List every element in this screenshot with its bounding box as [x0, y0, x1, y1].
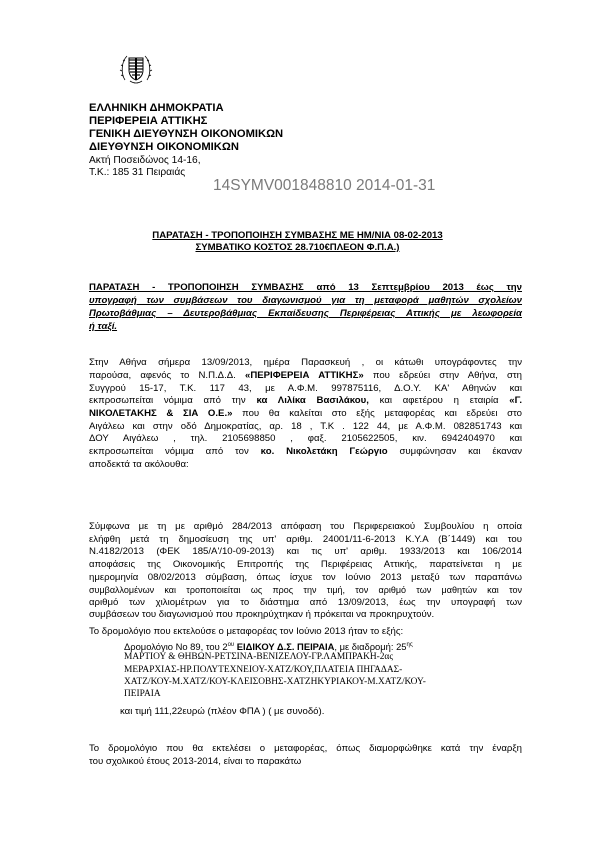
- para2-line-7: αριθμό των χιλιομέτρων για το διάστημα από 13/09/2013, έως την υπογραφή των: [89, 597, 522, 608]
- greek-republic-emblem-icon: [119, 50, 153, 86]
- header-line-region: ΠΕΡΙΦΕΡΕΙΑ ΑΤΤΙΚΗΣ: [89, 115, 208, 127]
- route-line-3: ΜΕΡΑΡΧΙΑΣ-ΗΡ.ΠΟΛΥΤΕΧΝΕΙΟΥ-ΧΑΤΖ/ΚΟΥ,ΠΛΑΤΕΙΑ ΠΗΓΑΔΑΣ-: [124, 665, 403, 675]
- route-price: και τιμή 111,22ευρώ (πλέον ΦΠΑ ) ( με συνοδό).: [120, 706, 325, 717]
- para2-line-2: ελήφθη μετά τη δημοσίευση της υπ' αριθμ. 24001/11-6-2013 Κ.Υ.Α (Β΄1449) και του: [89, 534, 522, 545]
- para2-line-4: αποφάσεις της Οικονομικής Επιτροπής της Περιφέρειας Αττικής, παρατείνεται η με: [89, 559, 522, 570]
- subject-line-3: Πρωτοβάθμιας – Δευτεροβάθμιας Εκπαίδευσης Περιφέρειας Αττικής με λεωφορεία: [89, 308, 522, 319]
- subject-line-1: ΠΑΡΑΤΑΣΗ - ΤΡΟΠΟΠΟΙΗΣΗ ΣΥΜΒΑΣΗΣ από 13 Σεπτεμβρίου 2013 έως την: [89, 282, 522, 293]
- para1-line-7: ΔΟΥ Αιγάλεω , τηλ. 2105698850 , φαξ. 2105622505, κιν. 6942404970 και: [89, 433, 522, 444]
- para1-line-8: εκπροσωπείται νόμιμα από τον κο. Νικολετάκη Γεώργιο συμφώνησαν και έκαναν: [89, 446, 522, 457]
- para1-line-6: Αιγάλεω και στην οδό Δημοκρατίας, αρ. 18 , Τ.Κ . 122 44, με Α.Φ.Μ. 082851743 και: [89, 421, 522, 432]
- route-line-2: ΜΑΡΤΙΟΥ & ΘΗΒΩΝ-ΡΕΤΣΙΝΑ-ΒΕΝΙΖΕΛΟΥ-ΓΡ.ΛΑΜΠΡΑΚΗ-2ας: [124, 652, 394, 662]
- header-line-general-directorate: ΓΕΝΙΚΗ ΔΙΕΥΘΥΝΣΗ ΟΙΚΟΝΟΜΙΚΩΝ: [89, 128, 284, 140]
- address-street: Ακτή Ποσειδώνος 14-16,: [89, 155, 201, 166]
- ada-code-stamp: 14SYMV001848810 2014-01-31: [213, 177, 436, 194]
- subject-line-4: ή ταξί.: [89, 321, 118, 332]
- header-line-republic: ΕΛΛΗΝΙΚΗ ΔΗΜΟΚΡΑΤΙΑ: [89, 102, 224, 114]
- para1-line-9: αποδεκτά τα ακόλουθα:: [89, 459, 189, 470]
- para1-line-4: εκπροσωπείται νόμιμα από την κα Λιλίκα Βασιλάκου, και αφετέρου η εταιρία «Γ.: [89, 395, 522, 406]
- address-postal: Τ.Κ.: 185 31 Πειραιάς: [89, 167, 186, 178]
- document-title: ΠΑΡΑΤΑΣΗ - ΤΡΟΠΟΠΟΙΗΣΗ ΣΥΜΒΑΣΗΣ ΜΕ ΗΜ/ΝΙΑ 08-02-2013: [152, 230, 443, 241]
- para4-line-2: του σχολικού έτους 2013-2014, είναι το παρακάτω: [89, 756, 302, 767]
- para2-line-1: Σύμφωνα με τη με αριθμό 284/2013 απόφαση του Περιφερειακού Συμβουλίου η οποία: [89, 521, 522, 532]
- para2-line-3: Ν.4182/2013 (ΦΕΚ 185/Α'/10-09-2013) και τις υπ' αριθμ. 1933/2013 και 106/2014: [89, 546, 522, 557]
- para1-line-5: ΝΙΚΟΛΕΤΑΚΗΣ & ΣΙΑ Ο.Ε.» που θα καλείται στο εξής μεταφορέας και εδρεύει στο: [89, 408, 523, 419]
- subject-line-2: υπογραφή των συμβάσεων του διαγωνισμού για τη μεταφορά μαθητών σχολείων: [89, 295, 522, 306]
- route-line-1: Δρομολόγιο Νο 89, του $2^{o\upsilon}$ ΕΙΔΙΚΟΥ Δ.Σ. ΠΕΙΡΑΙΑ, με διαδρομή: $25^{\eta\varsigma}$: [124, 641, 413, 653]
- para2-line-5: ημερομηνία 08/02/2013 σύμβαση, όπως ίσχυε τον Ιούνιο 2013 μεταξύ των παραπάνω: [89, 572, 522, 583]
- header-line-directorate: ΔΙΕΥΘΥΝΣΗ ΟΙΚΟΝΟΜΙΚΩΝ: [89, 141, 239, 153]
- para2-line-6: συμβαλλομένων και τροποποιείται ως προς την τιμή, τον αριθμό των μαθητών και τον: [89, 585, 522, 595]
- para3-intro: Το δρομολόγιο που εκτελούσε ο μεταφορέας τον Ιούνιο 2013 ήταν το εξής:: [89, 626, 404, 637]
- para4-line-1: Το δρομολόγιο που θα εκτελέσει ο μεταφορέας, όπως διαμορφώθηκε κατά την έναρξη: [89, 743, 522, 754]
- route-line-5: ΠΕΙΡΑΙΑ: [124, 689, 161, 699]
- route-line-4: ΧΑΤΖ/ΚΟΥ-Μ.ΧΑΤΖ/ΚΟΥ-ΚΛΕΙΣΟΒΗΣ-ΧΑΤΖΗΚΥΡΙΑΚΟΥ-Μ.ΧΑΤΖ/ΚΟΥ-: [124, 677, 426, 687]
- para1-line-1: Στην Αθήνα σήμερα 13/09/2013, ημέρα Παρασκευή , οι κάτωθι υπογράφοντες την: [89, 357, 522, 368]
- para2-line-8: συμβάσεων του διαγωνισμού που προκηρύχτηκαν ή πρόκειται να προκηρυχτούν.: [89, 609, 435, 620]
- document-subtitle-cost: ΣΥΜΒΑΤΙΚΟ ΚΟΣΤΟΣ 28.710€ΠΛΕΟΝ Φ.Π.Α.): [195, 242, 400, 253]
- para1-line-3: Συγγρού 15-17, Τ.Κ. 117 43, με Α.Φ.Μ. 997875116, Δ.Ο.Υ. ΚΑ' Αθηνών και: [89, 383, 522, 394]
- para1-line-2: παρούσα, αφενός το Ν.Π.Δ.Δ. «ΠΕΡΙΦΕΡΕΙΑ ΑΤΤΙΚΗΣ» που εδρεύει στην Αθήνα, στη: [89, 370, 523, 381]
